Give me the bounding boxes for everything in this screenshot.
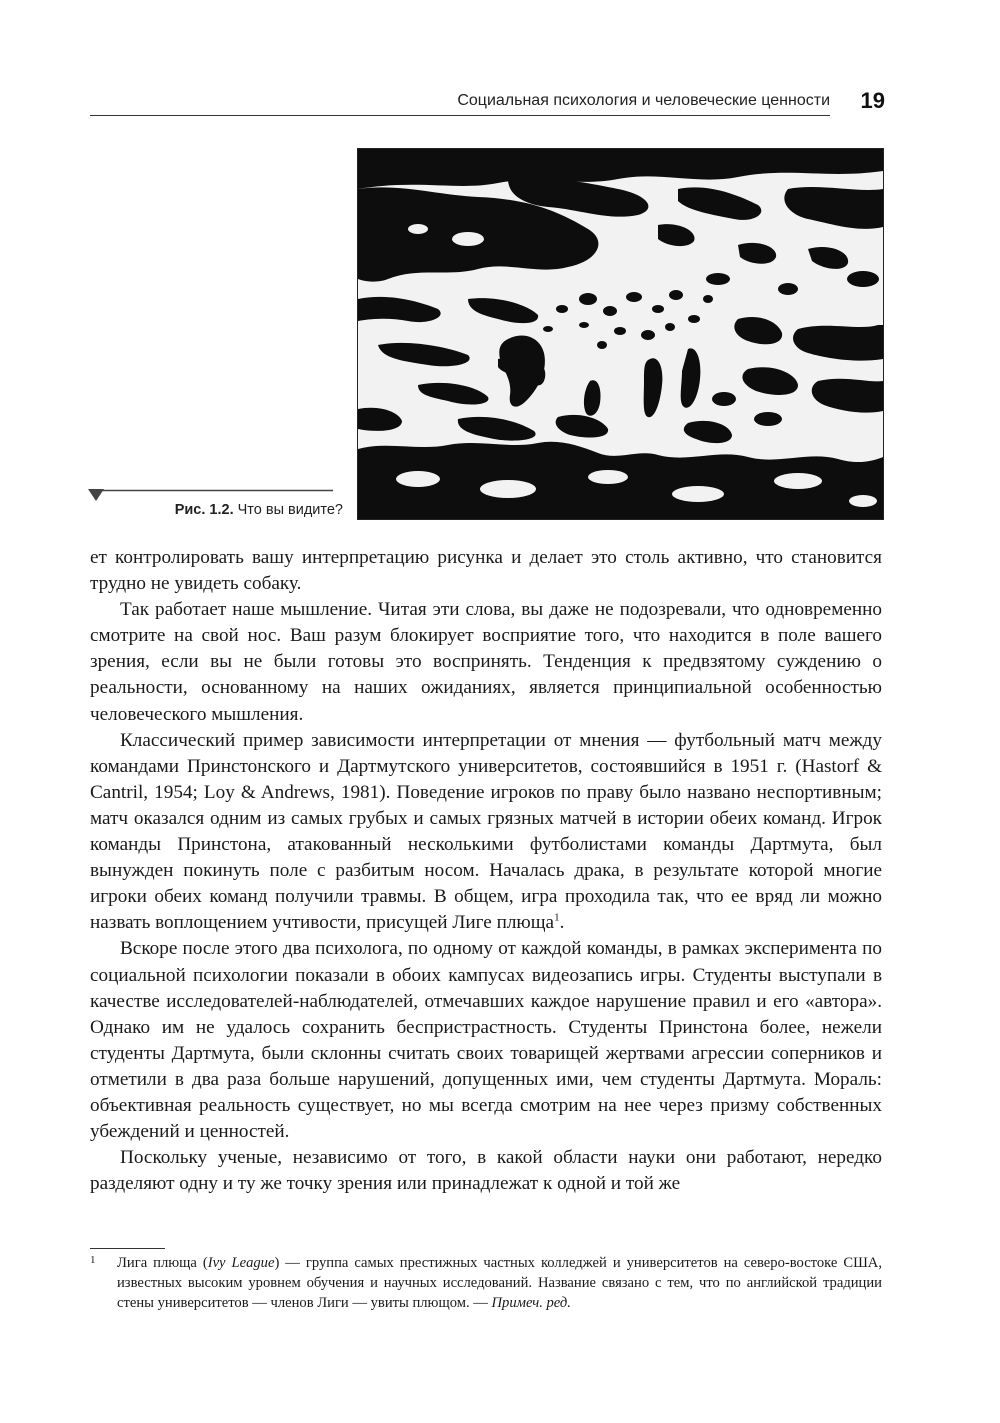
header-rule (90, 115, 830, 116)
footnote-text-b: ) — группа самых престижных частных колледжей и университетов на северо-востоке США, известных высоким уровнем обучения и научных исследований. Название связано с тем, что по английской традиции стены университетов — членов Лиги — увиты плющом. — (117, 1255, 882, 1311)
footnote-rule (90, 1248, 165, 1249)
figure-image-dalmatian (357, 148, 884, 520)
footnote-mark: 1 (90, 1254, 96, 1266)
paragraph-5: Поскольку ученые, независимо от того, в какой области науки они работают, нередко разделяют одну и ту же точку зрения или принадлежат к одной и той же (90, 1147, 882, 1195)
paragraph-3-end: . (559, 912, 565, 934)
running-title: Социальная психология и человеческие ценности (457, 92, 830, 109)
footnote-editor-note: Примеч. ред. (491, 1295, 571, 1311)
paragraph-2: Так работает наше мышление. Читая эти слова, вы даже не подозревали, что одновременно смотрите на свой нос. Ваш разум блокирует восприятие того, что находится в поле вашего зрения, если вы не были готовы это воспринять. Тенденция к предвзятому суждению о реальности, основанному на наших ожиданиях, является принципиальной особенностью человеческого мышления. (90, 599, 882, 725)
main-text (90, 545, 882, 1197)
paragraph-4: Вскоре после этого два психолога, по одному от каждой команды, в рамках эксперимента по социальной психологии показали в обоих кампусах видеозапись игры. Студенты выступали в качестве исследователей-наблюдателей, отмечавших каждое нарушение правил и его «автора». Однако им не удалось сохранить беспристрастность. Студенты Принстона более, нежели студенты Дартмута, были склонны считать своих товарищей жертвами агрессии соперников и отметили в два раза больше нарушений, допущенных ими, чем студенты Дартмута. Мораль: объективная реальность существует, но мы всегда смотрим на нее через призму собственных убеждений и ценностей. (90, 938, 882, 1143)
footnote (90, 1253, 882, 1313)
figure-label: Рис. 1.2. (174, 502, 234, 518)
page-number: 19 (860, 88, 885, 113)
running-header (90, 88, 885, 118)
footnote-body (117, 1253, 882, 1313)
dalmatian-illusion-graphic (358, 149, 883, 519)
footnote-reference: 1 (554, 911, 560, 924)
figure-caption-text: Что вы видите? (237, 502, 343, 518)
paragraph-3 (90, 728, 882, 937)
footnote-italic-term: Ivy League (207, 1255, 275, 1271)
footnote-text-a: Лига плюща ( (117, 1255, 208, 1271)
paragraph-1: ет контролировать вашу интерпретацию рисунка и делает это столь активно, что становится трудно не увидеть собаку. (90, 547, 882, 595)
figure-caption (88, 500, 343, 520)
paragraph-3-text: Классический пример зависимости интерпретации от мнения — футбольный матч между командами Принстонского и Дартмутского университетов, состоявшийся в 1951 г. (Hastorf & Cantril, 1954; Loy & Andrews, 1981). Поведение игроков по праву было названо неспортивным; матч оказался одним из самых грубых и самых грязных матчей в истории обеих команд. Игрок команды Принстона, атакованный несколькими футболистами команды Дартмута, был вынужден покинуть поле с разбитым носом. Началась драка, в результате которой многие игроки обеих команд получили травмы. В общем, игра проходила так, что ее вряд ли можно назвать воплощением учтивости, присущей Лиге плюща (90, 729, 882, 934)
